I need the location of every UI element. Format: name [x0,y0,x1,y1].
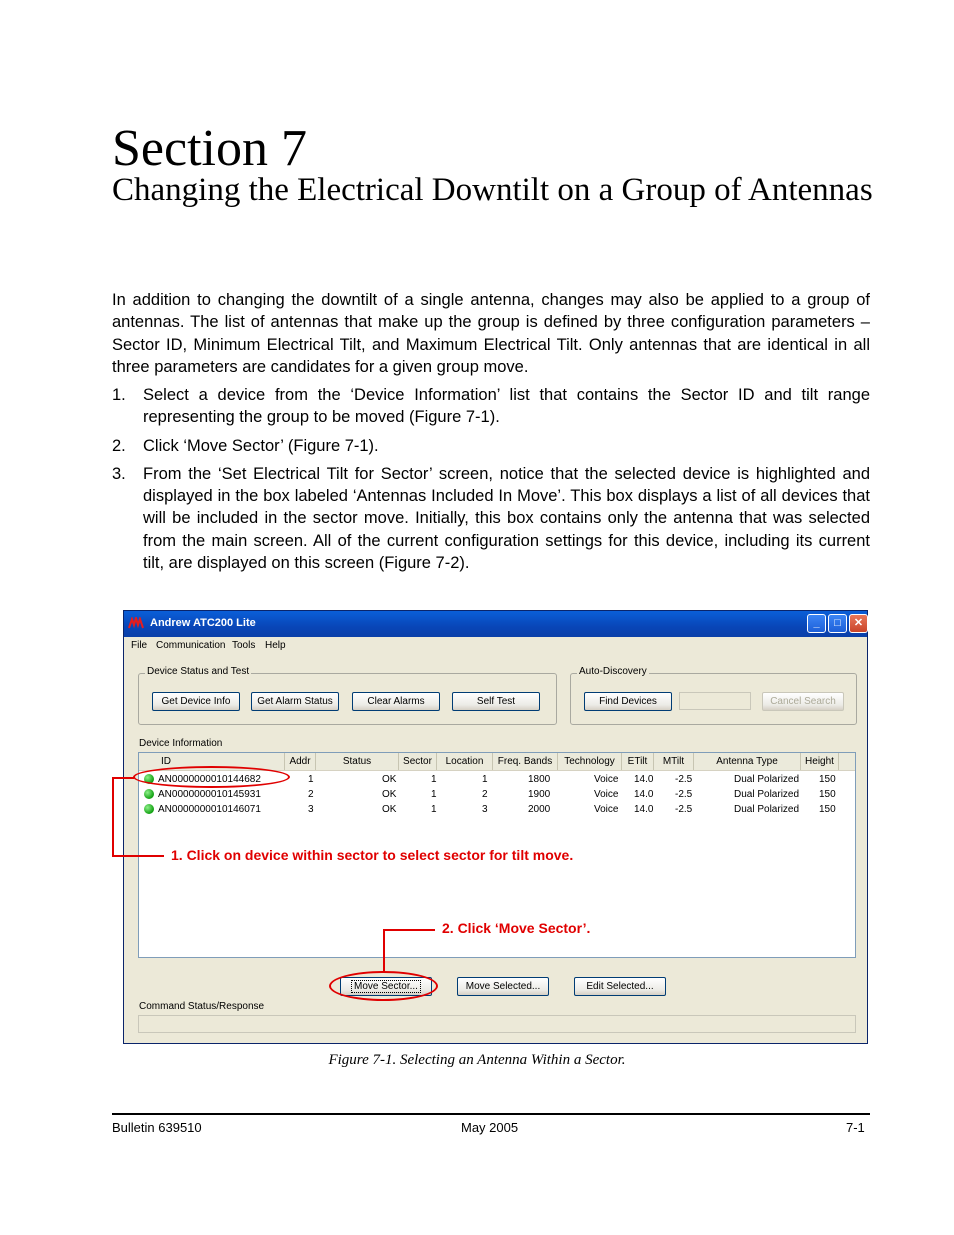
step-number: 1. [112,386,126,404]
command-status-label: Command Status/Response [139,1001,265,1012]
self-test-button[interactable]: Self Test [452,692,540,711]
cell-antenna-type: Dual Polarized [734,774,800,785]
cell-mtilt: -2.5 [675,789,693,800]
callout-step1-text: 1. Click on device within sector to select sector for tilt move. [171,847,574,863]
figure-caption: Figure 7-1. Selecting an Antenna Within a Sector. [328,1052,626,1068]
cell-mtilt: -2.5 [675,774,693,785]
get-device-info-button[interactable]: Get Device Info [152,692,240,711]
close-button[interactable]: ✕ [849,614,868,633]
column-antenna-type[interactable]: Antenna Type [694,753,801,770]
cell-technology: Voice [594,774,619,785]
device-status-legend: Device Status and Test [147,666,250,677]
device-highlight-oval [133,766,290,788]
app-window [123,610,868,1044]
get-alarm-status-button[interactable]: Get Alarm Status [251,692,339,711]
section-subtitle: Changing the Electrical Downtilt on a Group of Antennas [112,172,873,208]
callout-line [112,855,164,857]
menu-communication[interactable]: Communication [156,640,226,651]
footer-rule [112,1113,870,1115]
column-mtilt[interactable]: MTilt [654,753,694,770]
cell-id: AN0000000010144682 [158,774,261,785]
step-text: Select a device from the ‘Device Information’ list that contains the Sector ID and tilt range representing the group to be moved (Figure 7-1). [143,386,870,427]
device-row[interactable] [139,787,855,802]
cell-height: 150 [819,804,836,815]
cancel-search-button[interactable]: Cancel Search [762,692,844,711]
callout-line [383,929,385,972]
cell-freq: 1800 [528,774,551,785]
step-text: From the ‘Set Electrical Tilt for Sector’ screen, notice that the selected device is highlighted and displayed in the box labeled ‘Antennas Included In Move’. This box displays a list of all devices that will be included in the sector move. Initially, this box contains only the antenna that was selected from the main screen. All of the current configuration settings for this device, including its current tilt, are displayed on this screen (Figure 7-2). [143,464,870,573]
cell-status: OK [382,774,397,785]
device-row[interactable] [139,802,855,817]
step-number: 3. [112,464,126,483]
cell-etilt: 14.0 [634,774,654,785]
intro-paragraph: In addition to changing the downtilt of a single antenna, changes may also be applied to a group of antennas. The list of antennas that make up the group is defined by three configuration parameters – Sector ID, Minimum Electrical Tilt, and Maximum Electrical Tilt. Only antennas that are identical in all three parameters are candidates for a given group move. [112,291,870,376]
cell-freq: 2000 [528,804,551,815]
move-sector-label: Move Sector... [351,980,421,993]
auto-discovery-legend: Auto-Discovery [579,666,647,677]
cell-etilt: 14.0 [634,789,654,800]
clear-alarms-button[interactable]: Clear Alarms [352,692,440,711]
callout-step2-text: 2. Click ‘Move Sector’. [442,920,591,936]
steps-list [112,384,870,580]
status-ok-icon [144,804,154,814]
menu-file[interactable]: File [131,640,148,651]
footer-date: May 2005 [461,1120,519,1135]
menu-bar [124,637,867,655]
cell-height: 150 [819,789,836,800]
step-item [112,435,870,457]
cell-addr: 2 [308,789,314,800]
cell-technology: Voice [594,804,619,815]
step-item [112,384,870,429]
cell-id: AN0000000010145931 [158,789,261,800]
title-bar[interactable] [124,611,867,637]
auto-discovery-group [570,666,857,725]
footer-bulletin: Bulletin 639510 [112,1120,202,1135]
column-height[interactable]: Height [801,753,839,770]
column-location[interactable]: Location [437,753,493,770]
device-status-group [138,666,557,725]
cell-etilt: 14.0 [634,804,654,815]
minimize-button[interactable]: _ [807,614,826,633]
column-freq-bands[interactable]: Freq. Bands [493,753,558,770]
cell-antenna-type: Dual Polarized [734,789,800,800]
device-information-label: Device Information [139,738,223,749]
cell-addr: 1 [308,774,314,785]
step-item [112,463,870,574]
cell-height: 150 [819,774,836,785]
discovery-progress-field [679,692,751,710]
command-status-field [138,1015,856,1033]
window-title: Andrew ATC200 Lite [150,617,256,629]
app-logo-icon [128,617,144,629]
cell-freq: 1900 [528,789,551,800]
cell-status: OK [382,789,397,800]
menu-tools[interactable]: Tools [232,640,256,651]
column-addr[interactable]: Addr [285,753,316,770]
menu-help[interactable]: Help [265,640,286,651]
column-id[interactable]: ID [139,753,285,770]
step-text: Click ‘Move Sector’ (Figure 7-1). [143,436,379,455]
status-ok-icon [144,789,154,799]
cell-location: 2 [482,789,488,800]
section-title: Section 7 [112,120,307,177]
cell-technology: Voice [594,789,619,800]
cell-location: 1 [482,774,488,785]
cell-sector: 1 [431,774,437,785]
callout-line [112,777,134,779]
move-sector-highlight-oval [329,971,438,1001]
cell-location: 3 [482,804,488,815]
cell-id: AN0000000010146071 [158,804,261,815]
column-status[interactable]: Status [316,753,399,770]
step-number: 2. [112,436,126,455]
maximize-button[interactable]: □ [828,614,847,633]
cell-antenna-type: Dual Polarized [734,804,800,815]
cell-addr: 3 [308,804,314,815]
cell-mtilt: -2.5 [675,804,693,815]
edit-selected-button[interactable]: Edit Selected... [574,977,666,996]
cell-sector: 1 [431,804,437,815]
callout-line [383,929,435,931]
move-selected-button[interactable]: Move Selected... [457,977,549,996]
column-etilt[interactable]: ETilt [622,753,654,770]
find-devices-button[interactable]: Find Devices [584,692,672,711]
column-technology[interactable]: Technology [558,753,622,770]
cell-status: OK [382,804,397,815]
footer-page-number: 7-1 [846,1120,865,1135]
callout-line [112,777,114,857]
cell-sector: 1 [431,789,437,800]
column-sector[interactable]: Sector [399,753,437,770]
